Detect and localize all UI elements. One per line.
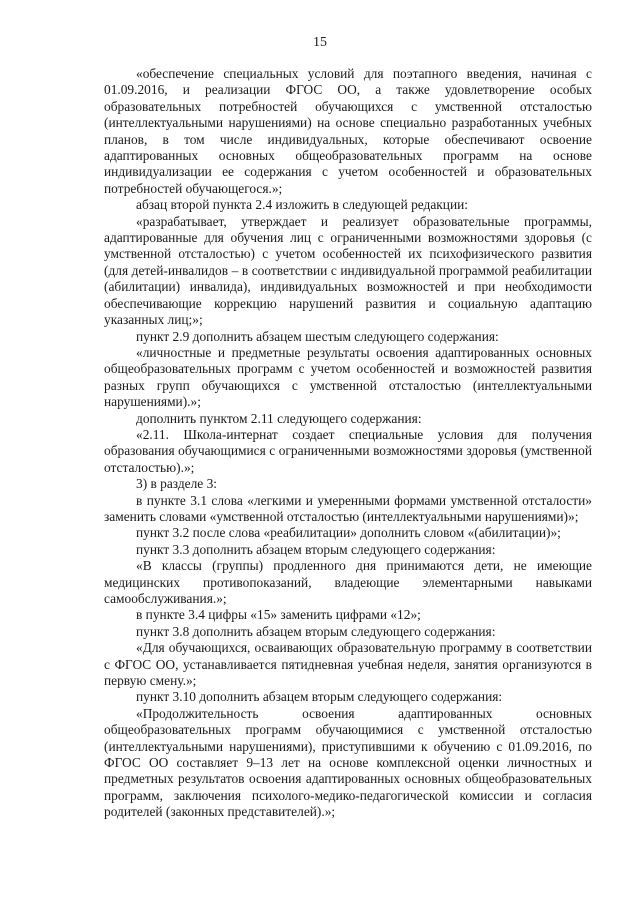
paragraph-4: пункт 2.9 дополнить абзацем шестым следующего содержания:	[136, 328, 499, 344]
paragraph-15: «Для обучающихся, осваивающих образовательную программу в соответствии с ФГОС ОО, устанавливается пятидневная учебная неделя, занятия организуются в первую смену.»;	[104, 640, 592, 689]
paragraph-7: «2.11. Школа-интернат создает специальные условия для получения образования обучающимися с ограниченными возможностями здоровья (умственной отсталостью).»;	[104, 426, 592, 475]
paragraph-1: «обеспечение специальных условий для поэтапного введения, начиная с 01.09.2016, и реализации ФГОС ОО, а также удовлетворение особых образовательных потребностей обучающихся с умственной отсталостью (интеллектуальными нарушениями) на основе специально разработанных учебных планов, в том числе индивидуальных, которые обеспечивают освоение адаптированных основных общеобразовательных программ на основе индивидуализации ее содержания с учетом особенностей и образовательных потребностей обучающегося.»;	[104, 66, 592, 196]
paragraph-6: дополнить пунктом 2.11 следующего содержания:	[136, 410, 422, 426]
paragraph-16: пункт 3.10 дополнить абзацем вторым следующего содержания:	[136, 689, 503, 705]
paragraph-17: «Продолжительность освоения адаптированных основных общеобразовательных программ обучающимися с умственной отсталостью (интеллектуальными нарушениями), приступившими к обучению с 01.09.2016, по ФГОС ОО составляет 9–13 лет на основе комплексной оценки личностных и предметных результатов освоения адаптированных основных общеобразовательных программ, заключения психолого-медико-педагогической комиссии и согласия родителей (законных представителей).»;	[104, 705, 592, 820]
paragraph-10: пункт 3.2 после слова «реабилитации» дополнить словом «(абилитации)»;	[136, 525, 561, 541]
paragraph-11: пункт 3.3 дополнить абзацем вторым следующего содержания:	[136, 541, 496, 557]
paragraph-12: «В классы (группы) продленного дня принимаются дети, не имеющие медицинских противопоказаний, владеющие элементарными навыками самообслуживания.»;	[104, 558, 592, 606]
paragraph-14: пункт 3.8 дополнить абзацем вторым следующего содержания:	[136, 623, 496, 639]
page-number: 15	[313, 35, 327, 50]
paragraph-5: «личностные и предметные результаты освоения адаптированных основных общеобразовательных программ с учетом особенностей и возможностей развития разных групп обучающихся с умственной отсталостью (интеллектуальными нарушениями).»;	[104, 344, 592, 410]
paragraph-2: абзац второй пункта 2.4 изложить в следующей редакции:	[136, 197, 469, 213]
paragraph-8: 3) в разделе 3:	[136, 476, 218, 492]
paragraph-9: в пункте 3.1 слова «легкими и умеренными формами умственной отсталости» заменить словами «умственной отсталостью (интеллектуальными нарушениями)»;	[104, 492, 592, 524]
document-body	[104, 66, 592, 821]
paragraph-13: в пункте 3.4 цифры «15» заменить цифрами «12»;	[136, 607, 421, 623]
paragraph-3: «разрабатывает, утверждает и реализует образовательные программы, адаптированные для обучения лиц с ограниченными возможностями здоровья (с умственной отсталостью) с учетом особенностей их психофизического развития (для детей-инвалидов – в соответствии с индивидуальной программой реабилитации (абилитации) инвалида), индивидуальных возможностей и при необходимости обеспечивающие коррекцию нарушений развития и социальную адаптацию указанных лиц;»;	[104, 213, 592, 328]
